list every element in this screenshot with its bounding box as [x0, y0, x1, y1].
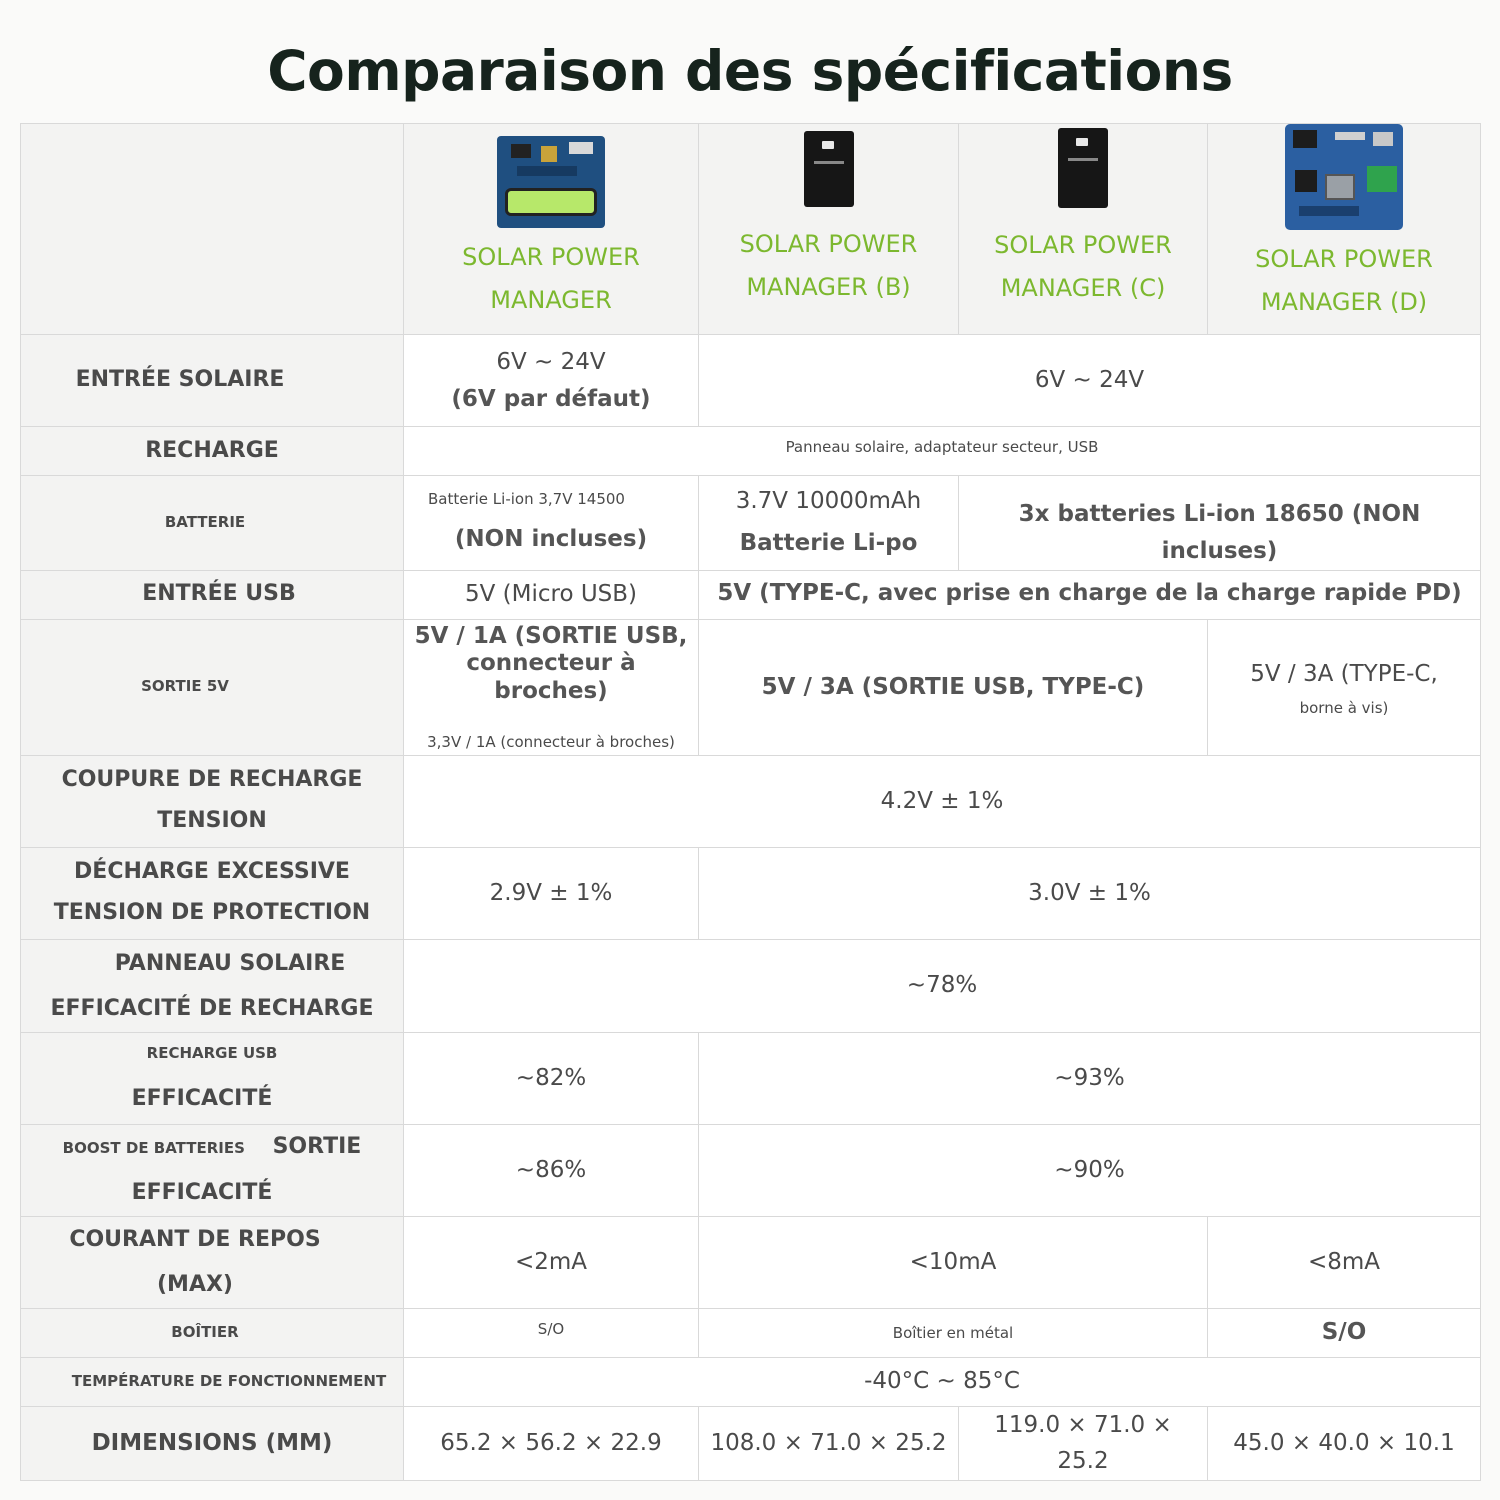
row-enclosure [21, 1308, 1481, 1357]
cell-a: ~86% [404, 1124, 699, 1216]
cell-d: <8mA [1208, 1216, 1481, 1308]
row-label: DIMENSIONS (MM) [21, 1406, 404, 1481]
row-label: SORTIE 5V [21, 619, 404, 755]
cell-b: 108.0 × 71.0 × 25.2 [699, 1406, 959, 1481]
row-solar-efficiency [21, 939, 1481, 1032]
cell-all: Panneau solaire, adaptateur secteur, USB [404, 427, 1481, 476]
product-name-a: SOLAR POWER MANAGER [462, 243, 640, 314]
product-image-b [804, 131, 854, 207]
cell-bc: 5V / 3A (SORTIE USB, TYPE-C) [699, 619, 1208, 755]
product-image-c [1058, 128, 1108, 208]
row-solar-input [21, 335, 1481, 427]
cell-a: 6V ~ 24V (6V par défaut) [404, 335, 699, 427]
cell-a: ~82% [404, 1032, 699, 1124]
row-temperature [21, 1357, 1481, 1406]
row-dimensions [21, 1406, 1481, 1481]
row-label: PANNEAU SOLAIRE EFFICACITÉ DE RECHARGE [21, 939, 404, 1032]
row-output-5v [21, 619, 1481, 755]
row-label: COURANT DE REPOS (MAX) [21, 1216, 404, 1308]
cell-bc: Boîtier en métal [699, 1308, 1208, 1357]
product-header-d [1208, 124, 1481, 335]
row-charging [21, 427, 1481, 476]
row-boost-efficiency [21, 1124, 1481, 1216]
row-label: BOÎTIER [21, 1308, 404, 1357]
cell-bcd: 5V (TYPE-C, avec prise en charge de la charge rapide PD) [699, 570, 1481, 619]
product-name-c: SOLAR POWER MANAGER (C) [994, 230, 1172, 302]
product-header-b [699, 124, 959, 335]
cell-d: 45.0 × 40.0 × 10.1 [1208, 1406, 1481, 1481]
product-image-a [497, 136, 605, 228]
cell-bcd: 6V ~ 24V [699, 335, 1481, 427]
row-usb-input [21, 570, 1481, 619]
product-name-d: SOLAR POWER MANAGER (D) [1255, 245, 1433, 316]
row-quiescent-current [21, 1216, 1481, 1308]
cell-bcd: 3.0V ± 1% [699, 847, 1481, 939]
cell-a: <2mA [404, 1216, 699, 1308]
row-battery [21, 476, 1481, 571]
cell-d: 5V / 3A (TYPE-C, borne à vis) [1208, 619, 1481, 755]
row-label: RECHARGE [21, 427, 404, 476]
cell-a: 5V / 1A (SORTIE USB, connecteur à broches) 3,3V / 1A (connecteur à broches) [404, 619, 699, 755]
row-label: DÉCHARGE EXCESSIVE TENSION DE PROTECTION [21, 847, 404, 939]
product-name-b: SOLAR POWER MANAGER (B) [739, 229, 918, 301]
row-label: TEMPÉRATURE DE FONCTIONNEMENT [21, 1357, 404, 1406]
header-empty-cell [21, 124, 404, 335]
cell-a: S/O [404, 1308, 699, 1357]
row-usb-efficiency [21, 1032, 1481, 1124]
cell-b: 3.7V 10000mAh Batterie Li-po [699, 476, 959, 571]
product-image-d [1285, 124, 1403, 230]
cell-all: 4.2V ± 1% [404, 755, 1481, 847]
cell-a: 5V (Micro USB) [404, 570, 699, 619]
cell-bc: <10mA [699, 1216, 1208, 1308]
row-label: ENTRÉE SOLAIRE [21, 335, 404, 427]
cell-a: 65.2 × 56.2 × 22.9 [404, 1406, 699, 1481]
row-charge-cutoff [21, 755, 1481, 847]
row-label: BOOST DE BATTERIES SORTIE EFFICACITÉ [21, 1124, 404, 1216]
row-label: BATTERIE [21, 476, 404, 571]
cell-a: 2.9V ± 1% [404, 847, 699, 939]
cell-d: S/O [1208, 1308, 1481, 1357]
product-header-c [959, 124, 1208, 335]
row-label: ENTRÉE USB [21, 570, 404, 619]
cell-all: ~78% [404, 939, 1481, 1032]
page-title: Comparaison des spécifications [267, 39, 1233, 103]
cell-bcd: ~93% [699, 1032, 1481, 1124]
row-over-discharge [21, 847, 1481, 939]
cell-cd: 3x batteries Li-ion 18650 (NON incluses) [959, 476, 1481, 571]
row-label: COUPURE DE RECHARGE TENSION [21, 755, 404, 847]
cell-bcd: ~90% [699, 1124, 1481, 1216]
product-header-a [404, 124, 699, 335]
cell-c: 119.0 × 71.0 × 25.2 [959, 1406, 1208, 1481]
cell-all: -40°C ~ 85°C [404, 1357, 1481, 1406]
row-label: RECHARGE USB EFFICACITÉ [21, 1032, 404, 1124]
spec-comparison-table [20, 123, 1481, 1481]
cell-a: Batterie Li-ion 3,7V 14500 (NON incluses) [404, 476, 699, 571]
header-row [21, 124, 1481, 335]
